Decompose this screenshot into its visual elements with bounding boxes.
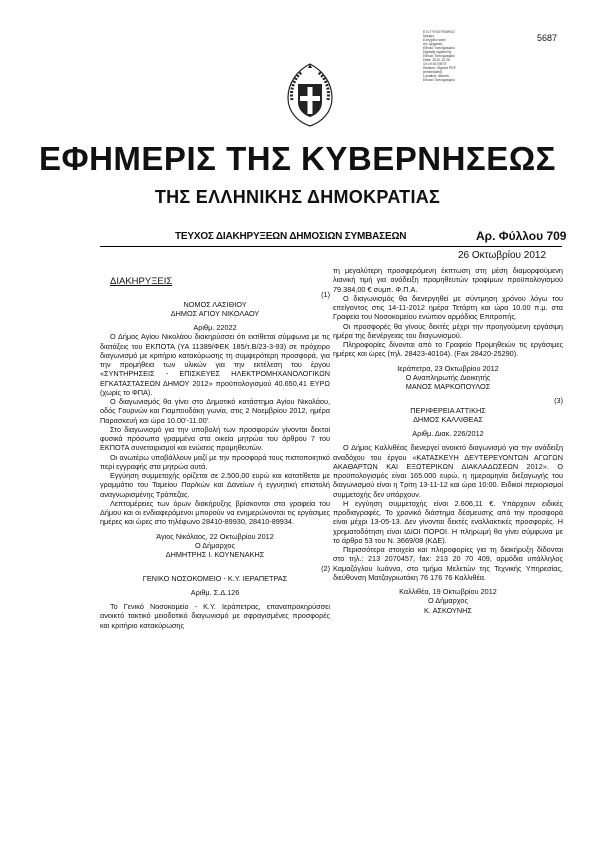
notice-1-paragraph: Οι ανωτέρω υποβάλλουν μαζί με την προσφορά τους πιστοποιητικό περί εγγραφής στα μητρώα αυτά. [100,452,330,471]
stamp-line: Date: 2012.10.26 [423,58,450,62]
stamp-line: Εθνικό Τυπογραφείο [423,46,455,50]
stamp-line: την ψηφιακή [423,42,443,46]
notice-3-paragraph: Περισσότερα στοιχεία και πληροφορίες για τη διακήρυξη δίδονται στο τηλ.: 213 2070457, fax: 213 20 70 409, αρμόδια υπάλληλος Καμαζόγλου Ιωάννα, στο τμήμα Μελετών της Τεχνικής Υπηρεσίας, διεύθυνση Ματζαγριωτάκη 76 176 76 Καλλιθέα. [333,545,563,582]
notice-2-signatory-title: Ο Αναπληρωτής Διοικητής [405,372,491,382]
notice-2-paragraph: Το Γενικό Νοσοκομείο - Κ.Υ. Ιεράπετρας, επαναπροκηρύσσει ανοικτό τακτικό μειοδοτικό διαγωνισμό με σφραγισμένες προσφορές και κριτήριο κατακύρωσης [100,602,330,630]
notice-3-paragraph: Ο Δήμος Καλλιθέας διενεργεί ανοικτό διαγωνισμό για την ανάδειξη αναδόχου του έργου «ΚΑΤΑΣΚΕΥΗ ΔΕΥΤΕΡΕΥΟΝΤΩΝ ΑΓΩΓΩΝ ΑΚΑΘΑΡΤΩΝ ΚΑΙ ΕΞΩΤΕΡΙΚΩΝ ΔΙΑΚΛΑΔΩΣΕΩΝ 2012». Ο προϋπολογισμός είναι 165.000 ευρώ, η ημερομηνία διεξαγωγής του διαγωνισμού είναι η Τρίτη 13-11-12 και ώρα 10:00. Ειδικοί περιορισμοί συμμετοχής δεν υπάρχουν. [333,443,563,499]
notice-3-municipality: ΔΗΜΟΣ ΚΑΛΛΙΘΕΑΣ [413,414,483,424]
notice-number-2: (2) [321,564,330,574]
notice-1-signatory-name: ΔΗΜΗΤΡΗΣ Ι. ΚΟΥΝΕΝΑΚΗΣ [165,550,265,559]
notice-number-3: (3) [554,396,563,406]
notice-1-paragraph: Λεπτομέρειες των όρων διακήρυξης βρίσκονται στα γραφεία του Δήμου και οι ενδιαφερόμενοι μπορούν να ενημερώνονται τις εργάσιμες ημέρες και ώρες στο τηλέφωνο 28410-89930, 28410-89934. [100,498,330,527]
issue-date: 26 Οκτωβρίου 2012 [458,250,547,261]
page-number: 5687 [537,33,558,43]
stamp-line: Digitally signed by [423,50,452,54]
notice-2-signatory-name: ΜΑΝΟΣ ΜΑΡΚΟΠΟΥΛΟΣ [405,382,491,391]
header-divider [100,246,562,247]
notice-2-place-date: Ιεράπετρα, 23 Οκτωβρίου 2012 [397,363,499,373]
stamp-line: Νόμιμο [423,34,435,38]
section-heading: ΔΙΑΚΗΡΥΞΕΙΣ [110,276,173,287]
notice-1-paragraph: Ο Δήμος Αγίου Νικολάου διακηρύσσει ότι εκτίθεται σύμφωνα με τις διατάξεις του ΕΚΠΟΤΑ (ΥΑ 11389/ΦΕΚ 185/τ.Β/23-3-93) σε πρόχειρο διαγωνισμό με κριτήριο κατακύρωσης τη συμφερότερη προσφορά, για την προμήθεια των υλικών για την εκτέλεση του έργου «ΣΥΝΤΗΡΗΣΕΙΣ - ΕΠΙΣΚΕΥΕΣ ΗΛΕΚΤΡΟΜΗΧΑΝΟΛΟΓΙΚΩΝ ΕΓΚΑΤΑΣΤΑΣΕΩΝ ΔΗΜΟΥ 2012» προϋπολογισμού 40.650,41 ΕΥΡΩ (χωρίς το ΦΠΑ). [100,332,330,397]
notice-2-org: ΓΕΝΙΚΟ ΝΟΣΟΚΟΜΕΙΟ - Κ.Υ. ΙΕΡΑΠΕΤΡΑΣ [142,573,288,583]
sheet-number: Αρ. Φύλλου 709 [476,229,567,243]
notice-2-paragraph: Ο διαγωνισμός θα διενεργηθεί με σύντμηση χρόνου λόγω του επείγοντος στις 14-11-2012 ημέρα Τετάρτη και ώρα 10.00 π.μ. στα Γραφεία του Νοσοκομείου ενώπιον αρμόδιας Επιτροπής. [333,293,563,322]
notice-1-signatory-title: Ο Δήμαρχος [194,540,235,550]
left-column [100,277,330,630]
notice-1-municipality: ΔΗΜΟΣ ΑΓΙΟΥ ΝΙΚΟΛΑΟΥ [170,308,260,318]
stamp-line: Reason: Signed PDF [423,66,456,70]
stamp-line: Εθνικό Τυπογραφείο [423,54,455,58]
notice-3-region: ΠΕΡΙΦΕΡΕΙΑ ΑΤΤΙΚΗΣ [410,405,486,415]
notice-2-paragraph: Πληροφορίες δίνονται από το Γραφείο Προμηθειών τις εργάσιμες ημέρες και ώρες (τηλ. 28423-40104). (Fax 28420-25290). [333,340,563,359]
notice-1-paragraph: Στο διαγωνισμό για την υποβολή των προσφορών γίνονται δεκτοί φυσικά πρόσωπα γραμμένα στα οικεία μητρώα του άρθρου 7 του ΕΚΠΟΤΑ συνεταιρισμοί και ενώσεις προμηθευτών. [100,424,330,453]
notice-3-paragraph: Η εγγύηση συμμετοχής είναι 2.606,11 €. Υπάρχουν ειδικές προδιαγραφές. Το χρονικό διάστημα δέσμευσης από την προσφορά είναι μέχρι 13-05-13. Δεν γίνονται δεκτές εναλλακτικές προσφορές. Η χρηματοδότηση είναι ΙΔΙΟΙ ΠΟΡΟΙ. Η πληρωμή θα γίνει σύμφωνα με το άρθρο 53 του Ν. 3669/08 (ΚΔΕ). [333,498,563,545]
greek-coat-of-arms-emblem [280,60,340,130]
notice-number-1: (1) [321,290,330,300]
notice-1-org: ΝΟΜΟΣ ΛΑΣΙΘΙΟΥ [183,299,247,309]
right-column [333,266,563,615]
notice-2-paragraph: Οι προσφορές θα γίνους δεκτές μέχρι την προηγούμενη εργάσιμη ημέρα της διενέργειας του διαγωνισμού. [333,321,563,340]
stamp-line: Εθνικό Τυπογραφείο [423,78,455,82]
notice-3-signatory-title: Ο Δήμαρχος [427,596,468,606]
notice-1-ref: Αριθμ. 22022 [193,323,237,332]
issue-type: ΤΕΥΧΟΣ ΔΙΑΚΗΡΥΞΕΩΝ ΔΗΜΟΣΙΩΝ ΣΥΜΒΑΣΕΩΝ [175,231,407,242]
notice-1-place-date: Άγιος Νικόλαος, 22 Οκτωβρίου 2012 [156,531,274,541]
stamp-line: Ε.Ν.ΤΥΠΟΓΡΑΦΕΙΟ [423,30,455,34]
stamp-line: Ελεγχθέν κατά [423,38,446,42]
notice-3-place-date: Καλλιθέα, 19 Οκτωβρίου 2012 [399,587,497,596]
stamp-line: (embedded) [423,70,442,74]
notice-3-signatory-name: Κ. ΑΣΚΟΥΝΗΣ [424,605,472,615]
notice-2-paragraph-continued: τη μεγαλύτερη προσφερόμενη έκπτωση στη μέση διαμορφούμενη λιανική τιμή για ανάδειξη προμηθευτών τροφίμων προϋπολογισμού 79.384,00 € συμπ. Φ.Π.Α. [333,266,563,294]
stamp-line: 10:19:04 EEST [423,62,447,66]
gazette-title: ΕΦΗΜΕΡΙΣ ΤΗΣ ΚΥΒΕΡΝΗΣΕΩΣ [39,140,556,177]
digital-signature-stamp [423,30,493,82]
notice-1-paragraph: Εγγύηση συμμετοχής ορίζεται σε 2.500,00 ευρώ και κατατίθεται με γραμμάτιο του Ταμείου Παρ/κών και Δανείων ή εγγυητική επιστολή αναγνωρισμένης Τράπεζας. [100,471,330,499]
notice-2-ref: Αριθμ. Σ.Δ.126 [190,587,240,597]
notice-1-paragraph: Ο διαγωνισμός θα γίνει στο Δημοτικό κατάστημα Αγίου Νικολάου, οδός Γουρνών και Γιαμπουδάκη γωνία, στις 2 Νοεμβρίου 2012, ημέρα Παρασκευή και ώρα 10.00'-11.00'. [100,397,330,425]
notice-3-ref: Αριθμ. Διακ. 226/2012 [412,429,484,438]
gazette-subtitle: ΤΗΣ ΕΛΛΗΝΙΚΗΣ ΔΗΜΟΚΡΑΤΙΑΣ [154,187,441,207]
stamp-line: Location: Athens [423,74,449,78]
